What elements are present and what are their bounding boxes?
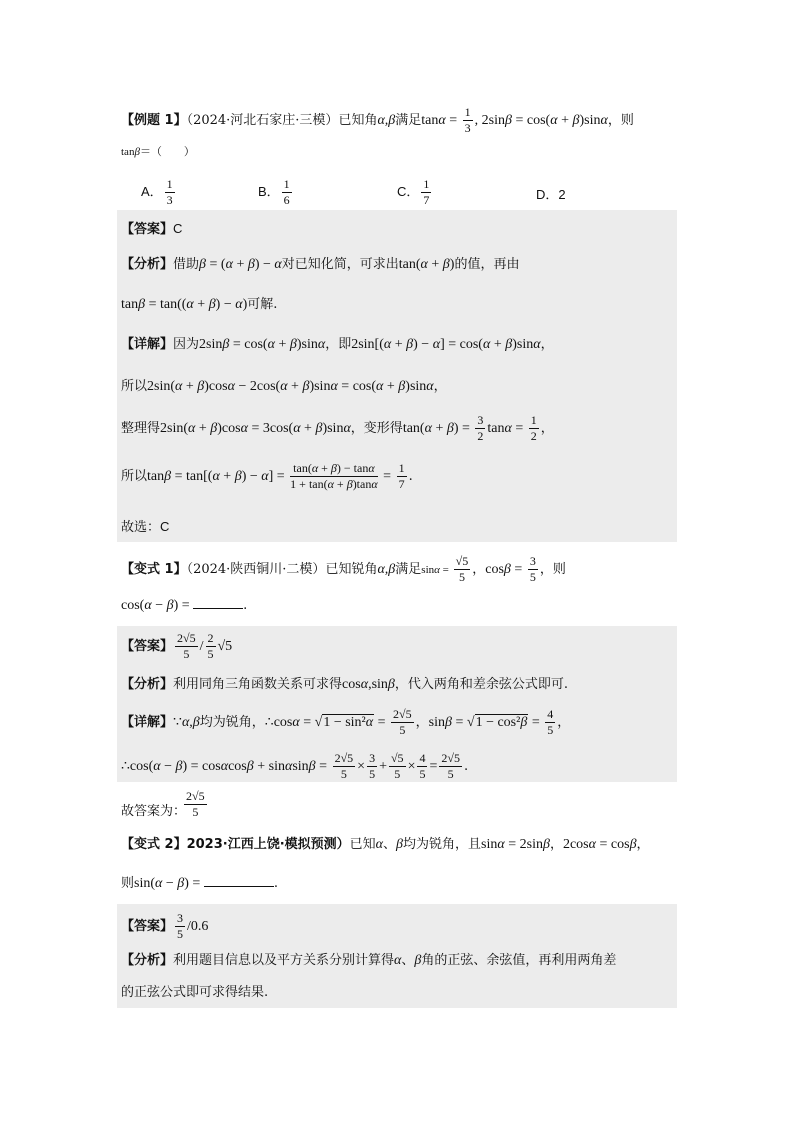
example1-stem-a: 已知角	[338, 113, 378, 129]
option-a: A． $\frac{1}{3}$	[141, 177, 173, 208]
example1-stem-b: 满足	[395, 113, 422, 129]
example1-stem-c: ，则	[607, 113, 634, 129]
example1-tag: 【例题 1】	[121, 113, 187, 129]
option-c: C． $\frac{1}{7}$	[397, 177, 430, 208]
variant1-answer: 【答案】 $\frac{2√5}{5}$ / $\frac{2}{5}$ √5	[121, 631, 233, 662]
example1-answer: 【答案】C	[121, 221, 183, 237]
example1-detail-4: 所以tanβ = tan[(α + β) − α] = $\frac{\tan(\alpha + \beta) - \tan\alpha}{1 + \tan(\alpha + \beta)\tan\alpha}$ = $\frac{1}{7}$ .	[121, 461, 413, 492]
answer-blank[interactable]	[193, 598, 243, 609]
variant2-analysis-cont: 的正弦公式即可求得结果.	[121, 985, 269, 1000]
example1-detail-1: 【详解】因为2sinβ = cos(α + β)sinα，即2sin[(α + β) − α] = cos(α + β)sinα，	[121, 337, 554, 352]
variant1-analysis: 【分析】利用同角三角函数关系可求得cosα,sinβ，代入两角和差余弦公式即可.	[121, 677, 569, 692]
variant1-stem: 【变式 1】（2024·陕西铜川·二模）已知锐角α,β满足sinα = $\frac{√5}{5}$ ，cosβ = $\frac{3}{5}$ ，则	[121, 554, 566, 585]
variant2-analysis: 【分析】利用题目信息以及平方关系分别计算得α、β角的正弦、余弦值，再利用两角差	[121, 953, 617, 968]
example1-analysis-cont: tanβ = tan((α + β) − α)可解.	[121, 297, 278, 312]
example1-source: （2024·河北石家庄·三模）	[186, 113, 339, 129]
example1-analysis: 【分析】借助β = (α + β) − α对已知化简，可求出tan(α + β)的值，再由	[121, 257, 520, 272]
example1-ask-tail: ＝（ ）	[139, 145, 195, 158]
variant1-detail-2: ∴cos(α − β) = cosαcosβ + sinαsinβ = $\frac{2√5}{5}$ × $\frac{3}{5}$ + $\frac{√5}{5}$ × $\frac{4}{5}$ = $\frac{2√5}{5}$ .	[121, 751, 469, 782]
example1-answer-value: C	[173, 221, 183, 236]
variant1-detail-1: 【详解】∵α,β均为锐角，∴cosα = √1 − sin²α = $\frac{2√5}{5}$ ，sinβ = √1 − cos²β = $\frac{4}{5}$ ，	[121, 707, 571, 738]
option-b: B． $\frac{1}{6}$	[258, 177, 290, 208]
example1-detail-2: 所以2sin(α + β)cosα − 2cos(α + β)sinα = cos(α + β)sinα，	[121, 379, 447, 394]
example1-ask: tanβ＝（ ）	[121, 145, 195, 158]
variant2-ask: 则sin(α − β) = .	[121, 876, 278, 891]
example1-conclusion: 故选：C	[121, 519, 170, 535]
option-d: D．2	[536, 187, 566, 202]
variant1-final: 故答案为： $\frac{2√5}{5}$	[121, 789, 205, 820]
variant2-answer: 【答案】 $\frac{3}{5}$ /0.6	[121, 911, 209, 942]
example1-stem: 【例题 1】（2024·河北石家庄·三模）已知角α,β满足tanα = $\frac{1}{3}$ , 2sinβ = cos(α + β)sinα，则	[121, 105, 634, 136]
variant1-ask: cos(α − β) = .	[121, 598, 248, 613]
variant2-stem: 【变式 2】2023·江西上饶·模拟预测）已知α、β均为锐角，且sinα = 2sinβ，2cosα = cosβ，	[121, 837, 650, 852]
example1-detail-3: 整理得2sin(α + β)cosα = 3cos(α + β)sinα，变形得tan(α + β) = $\frac{3}{2}$ tanα = $\frac{1}{2}$ ，	[121, 413, 554, 444]
answer-blank-2[interactable]	[204, 876, 274, 887]
